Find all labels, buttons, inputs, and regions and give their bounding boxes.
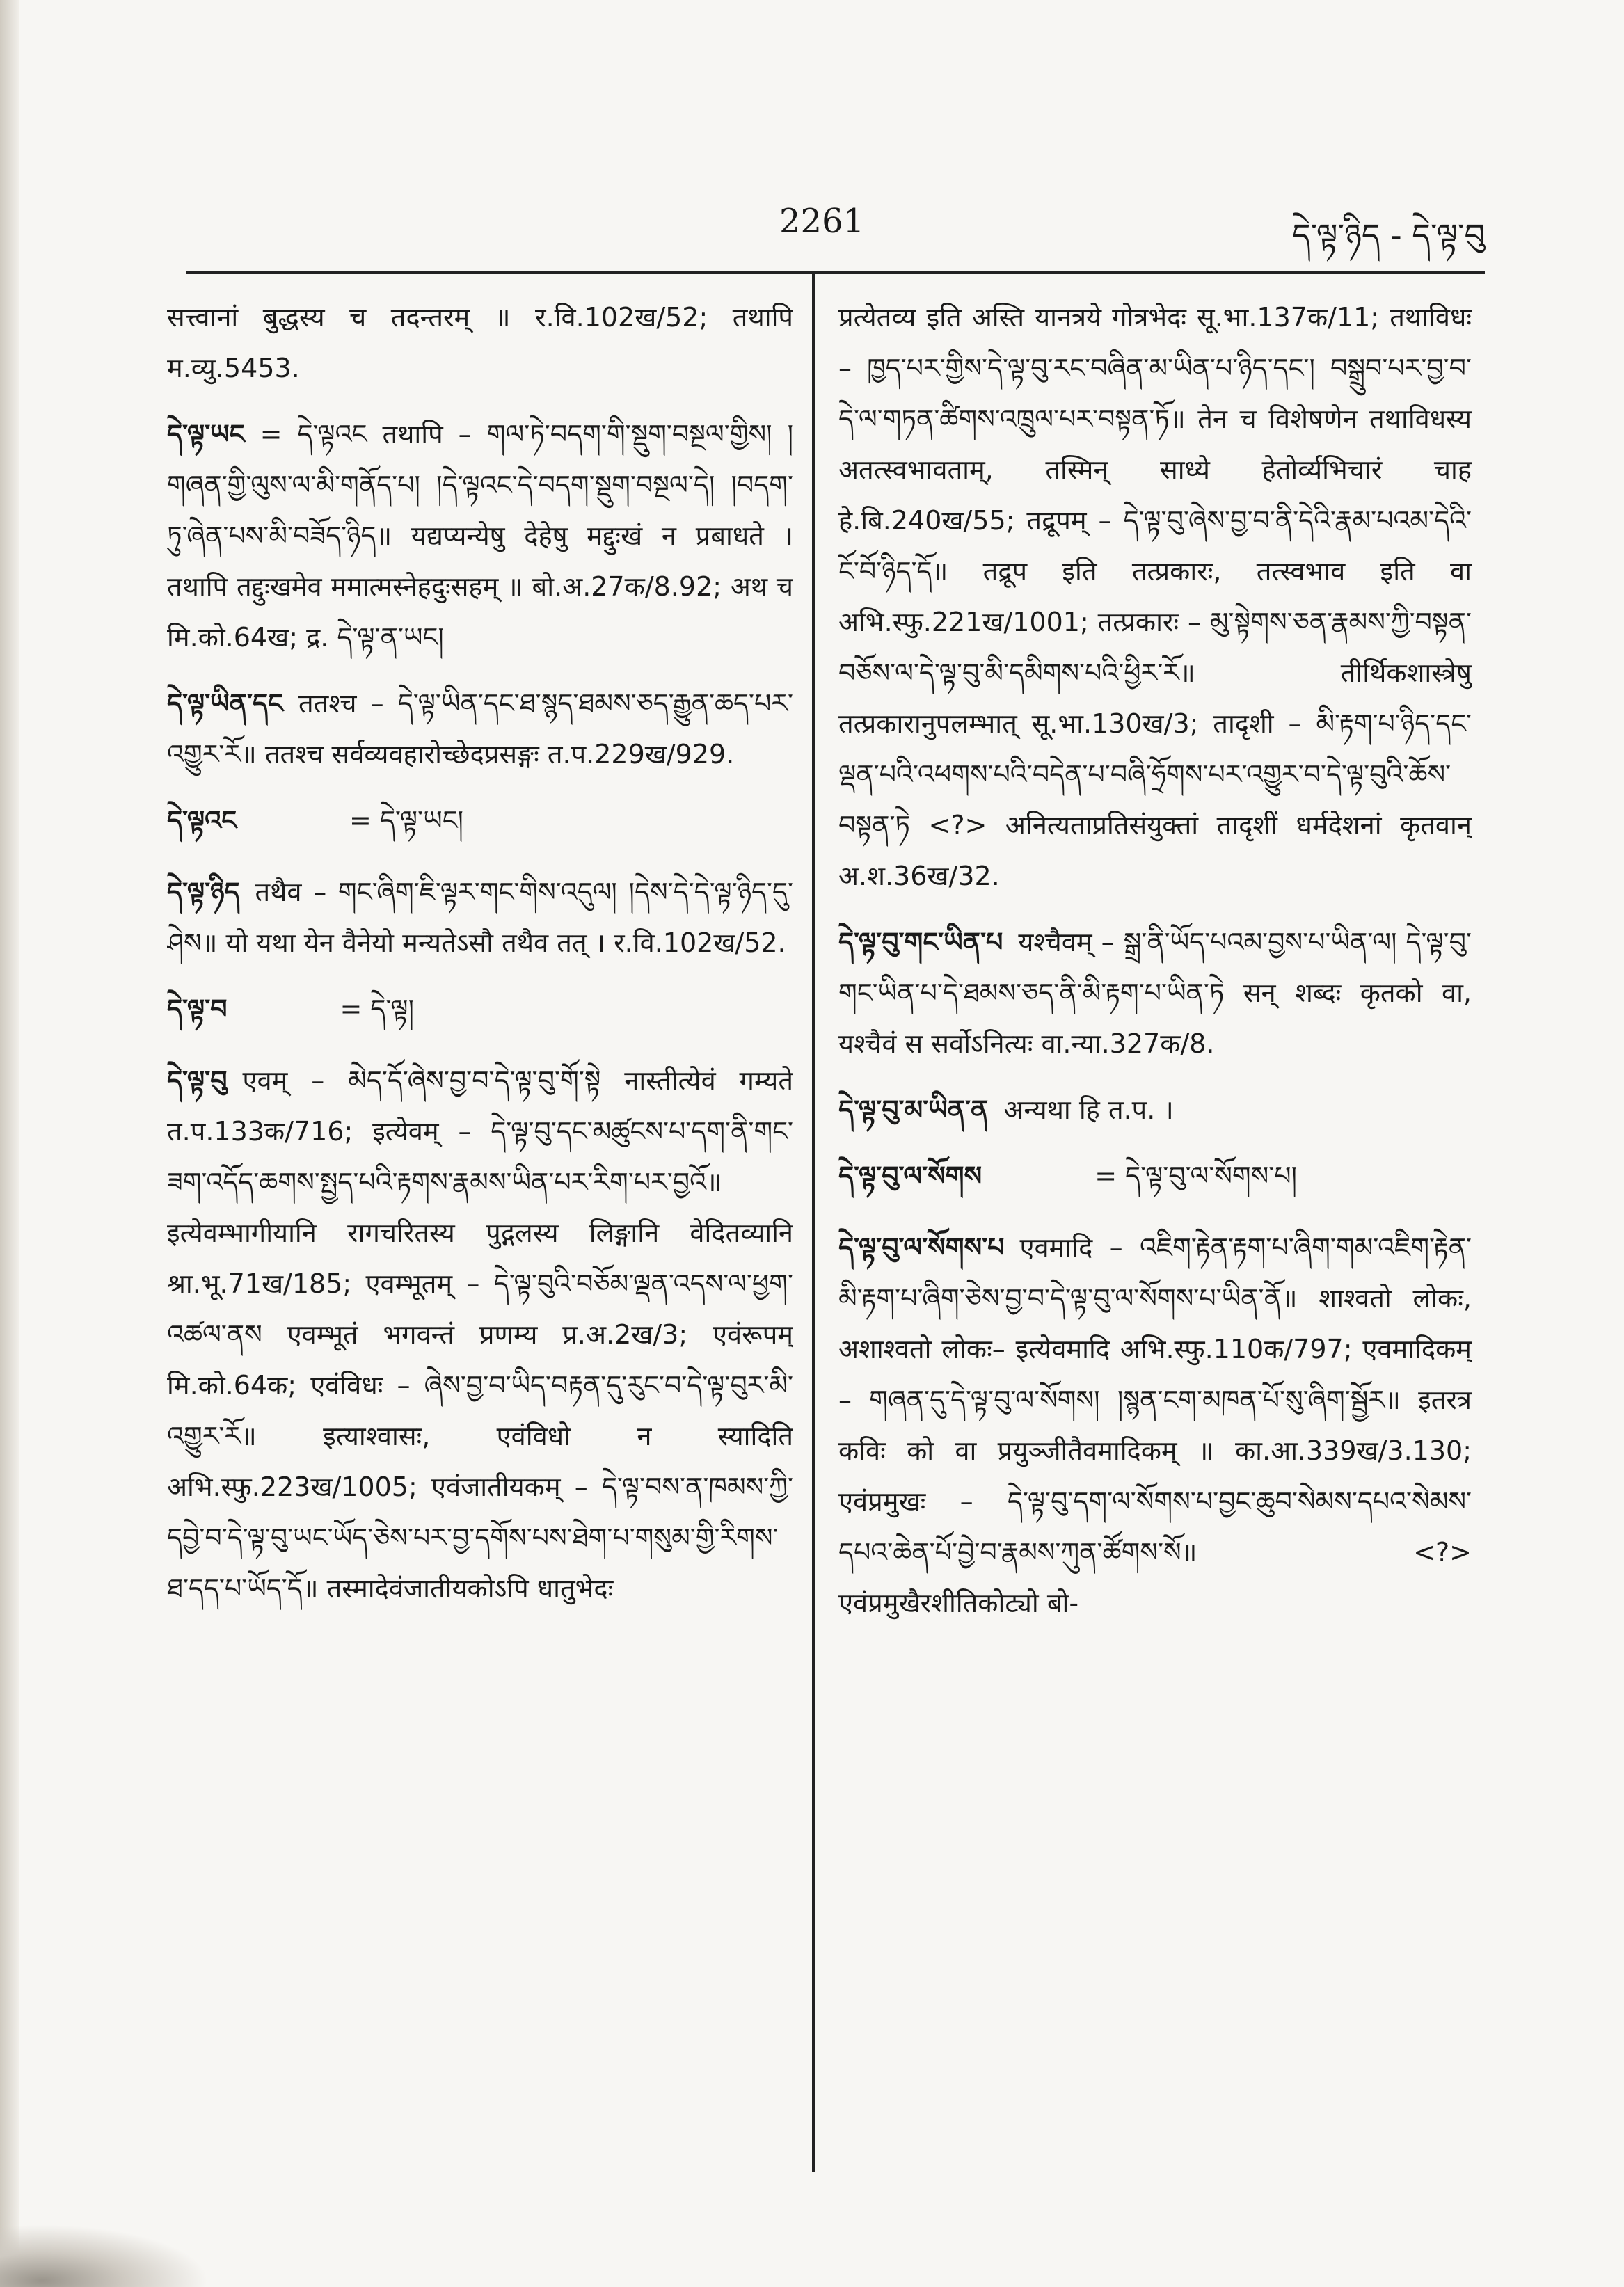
entry-headword: དེ་ལྟའང <box>167 805 237 836</box>
dictionary-entry <box>838 1085 1472 1135</box>
dictionary-entry <box>167 1055 793 1614</box>
entry-text: = དེ་ལྟ་བུ་ལ་སོགས་པ། <box>1094 1161 1298 1191</box>
entry-headword: དེ་ལྟ་ཡང <box>167 419 245 449</box>
entry-headword: དེ་ལྟ་ཉིད <box>167 877 240 907</box>
entry-headword: དེ་ལྟ་བ <box>167 994 228 1024</box>
entry-headword: དེ་ལྟ་བུ་གང་ཡིན་པ <box>838 927 1003 957</box>
dictionary-entry <box>838 917 1472 1069</box>
entry-text: = དེ་ལྟའང तथापि – གལ་ཏེ་བདག་གི་སྡུག་བསྔལ་གྱིས། །གཞན་གྱི་ལུས་ལ་མི་གནོད་པ། །དེ་ལྟའང་དེ་བདག་སྡུག་བསྔལ་དེ། །བདག་ཏུ་ཞེན་པས་མི་བཟོད་ཉིད॥ यद्यप्यन्येषु देहेषु मद्दुःखं न प्रबाधते । तथापि तद्दुःखमेव ममात्मस्नेहदुःसहम् ॥ बो.अ.27क/8.92; अथ च मि.को.64ख; द्र. དེ་ལྟ་ན་ཡང། <box>167 419 793 653</box>
entry-headword: དེ་ལྟ་ཡིན་དང <box>167 688 283 719</box>
entry-text: सत्त्वानां बुद्धस्य च तदन्तरम् ॥ र.वि.102ख/52; तथापि म.व्यु.5453. <box>167 302 793 383</box>
dictionary-entry <box>167 292 793 394</box>
running-head: དེ་ལྟ་ཉིད - དེ་ལྟ་བུ <box>1292 216 1485 254</box>
dictionary-entry <box>838 1222 1472 1629</box>
dictionary-entry <box>167 867 793 969</box>
dictionary-entry <box>167 984 793 1035</box>
column-divider <box>812 273 815 2172</box>
entry-text: ततश्च – དེ་ལྟ་ཡིན་དང་ཐ་སྙད་ཐམས་ཅད་རྒྱུན་ཆད་པར་འགྱུར་རོ॥ ततश्च सर्वव्यवहारोच्छेदप्रसङ्गः त.प.229ख/929. <box>167 688 793 770</box>
entry-text: प्रत्येतव्य इति अस्ति यानत्रये गोत्रभेदः सू.भा.137क/11; तथाविधः – ཁྱད་པར་གྱིས་དེ་ལྟ་བུ་རང་བཞིན་མ་ཡིན་པ་ཉིད་དང་། བསྒྲུབ་པར་བྱ་བ་དེ་ལ་གཏན་ཚིགས་འཁྲུལ་པར་བསྟན་ཏོ॥ तेन च विशेषणेन तथाविधस्य अतत्स्वभावताम्, तस्मिन् साध्ये हेतोर्व्यभिचारं चाह हे.बि.240ख/55; तद्रूपम् – དེ་ལྟ་བུ་ཞེས་བྱ་བ་ནི་དེའི་རྣམ་པའམ་དེའི་ངོ་བོ་ཉིད་དོ॥ तद्रूप इति तत्प्रकारः, तत्स्वभाव इति वा अभि.स्फु.221ख/1001; तत्प्रकारः – མུ་སྟེགས་ཅན་རྣམས་ཀྱི་བསྟན་བཅོས་ལ་དེ་ལྟ་བུ་མི་དམིགས་པའི་ཕྱིར་རོ॥ तीर्थिकशास्त्रेषु तत्प्रकारानुपलम्भात् सू.भा.130ख/3; तादृशी – མི་རྟག་པ་ཉིད་དང་ལྡན་པའི་འཕགས་པའི་བདེན་པ་བཞི་ཧྲོགས་པར་འགྱུར་བ་དེ་ལྟ་བུའི་ཆོས་བསྟན་ཏེ <?> अनित्यताप्रतिसंयुक्तां तादृशीं धर्मदेशनां कृतवान् अ.श.36ख/32. <box>838 302 1472 891</box>
scan-smudge <box>0 2224 209 2287</box>
entry-text: = དེ་ལྟ་ཡང། <box>349 805 463 836</box>
dictionary-entry <box>167 409 793 663</box>
entry-text: यश्चैवम् – སྒྲ་ནི་ཡོད་པའམ་བྱས་པ་ཡིན་ལ། དེ་ལྟ་བུ་གང་ཡིན་པ་དེ་ཐམས་ཅད་ནི་མི་རྟག་པ་ཡིན་ཏེ सन् शब्दः कृतको वा, यश्चैवं स सर्वोऽनित्यः वा.न्या.327क/8. <box>838 927 1472 1059</box>
page-number: 2261 <box>779 202 865 241</box>
right-column <box>838 292 1472 2171</box>
entry-headword: དེ་ལྟ་བུ་ལ་སོགས་པ <box>838 1232 1005 1263</box>
entry-headword: དེ་ལྟ་བུ <box>167 1065 228 1096</box>
entry-text: = དེ་ལྟ། <box>340 994 415 1024</box>
dictionary-entry <box>167 795 793 846</box>
header-rule <box>186 271 1485 274</box>
page-edge-shadow <box>0 0 19 2287</box>
entry-text: एवम् – མེད་དོ་ཞེས་བྱ་བ་དེ་ལྟ་བུ་གོ་སྟེ नास्तीत्येवं गम्यते त.प.133क/716; इत्येवम् – དེ་ལྟ་བུ་དང་མཚུངས་པ་དག་ནི་གང་ཟག་འདོད་ཆགས་སྤྱད་པའི་རྟགས་རྣམས་ཡིན་པར་རིག་པར་བྱའོ॥ इत्येवम्भागीयानि रागचरितस्य पुद्गलस्य लिङ्गानि वेदितव्यानि श्रा.भू.71ख/185; एवम्भूतम् – དེ་ལྟ་བུའི་བཅོམ་ལྡན་འདས་ལ་ཕྱག་འཚལ་ནས एवम्भूतं भगवन्तं प्रणम्य प्र.अ.2ख/3; एवंरूपम् मि.को.64क; एवंविधः – ཞེས་བྱ་བ་ཡིད་བརྟན་དུ་རུང་བ་དེ་ལྟ་བུར་མི་འགྱུར་རོ॥ इत्याश्वासः, एवंविधो न स्यादिति अभि.स्फु.223ख/1005; एवंजातीयकम् – དེ་ལྟ་བས་ན་ཁམས་ཀྱི་དབྱེ་བ་དེ་ལྟ་བུ་ཡང་ཡོད་ཅེས་པར་བྱ་དགོས་པས་ཐེག་པ་གསུམ་གྱི་རིགས་ཐ་དད་པ་ཡོད་དོ॥ तस्मादेवंजातीयकोऽपि धातुभेदः <box>167 1065 793 1604</box>
entry-text: तथैव – གང་ཞིག་ཇི་ལྟར་གང་གིས་འདུལ། །དེས་དེ་དེ་ལྟ་ཉིད་དུ་ཤེས॥ यो यथा येन वैनेयो मन्यतेऽसौ तथैव तत् । र.वि.102ख/52. <box>167 877 793 958</box>
dictionary-entry <box>838 1151 1472 1202</box>
entry-headword: དེ་ལྟ་བུ་མ་ཡིན་ན <box>838 1094 989 1125</box>
left-column <box>167 292 793 2171</box>
dictionary-entry <box>167 678 793 780</box>
entry-text: अन्यथा हि त.प. । <box>1003 1094 1174 1125</box>
dictionary-entry <box>838 292 1472 902</box>
entry-text: एवमादि – འཇིག་རྟེན་རྟག་པ་ཞིག་གམ་འཇིག་རྟེན་མི་རྟག་པ་ཞིག་ཅེས་བྱ་བ་དེ་ལྟ་བུ་ལ་སོགས་པ་ཡིན་ནོ॥ शाश्वतो लोकः, अशाश्वतो लोकः– इत्येवमादि अभि.स्फु.110क/797; एवमादिकम् – གཞན་དུ་དེ་ལྟ་བུ་ལ་སོགས། །སྙན་ངག་མཁན་པོ་སུ་ཞིག་སྦྱོར॥ इतरत्र कविः को वा प्रयुञ्जीतैवमादिकम् ॥ का.आ.339ख/3.130; एवंप्रमुखः – དེ་ལྟ་བུ་དག་ལ་སོགས་པ་བྱང་ཆུབ་སེམས་དཔའ་སེམས་དཔའ་ཆེན་པོ་བྱེ་བ་རྣམས་ཀུན་ཚོགས་སོ॥ <?> एवंप्रमुखैरशीतिकोट्यो बो- <box>838 1232 1472 1618</box>
entry-headword: དེ་ལྟ་བུ་ལ་སོགས <box>838 1161 982 1191</box>
